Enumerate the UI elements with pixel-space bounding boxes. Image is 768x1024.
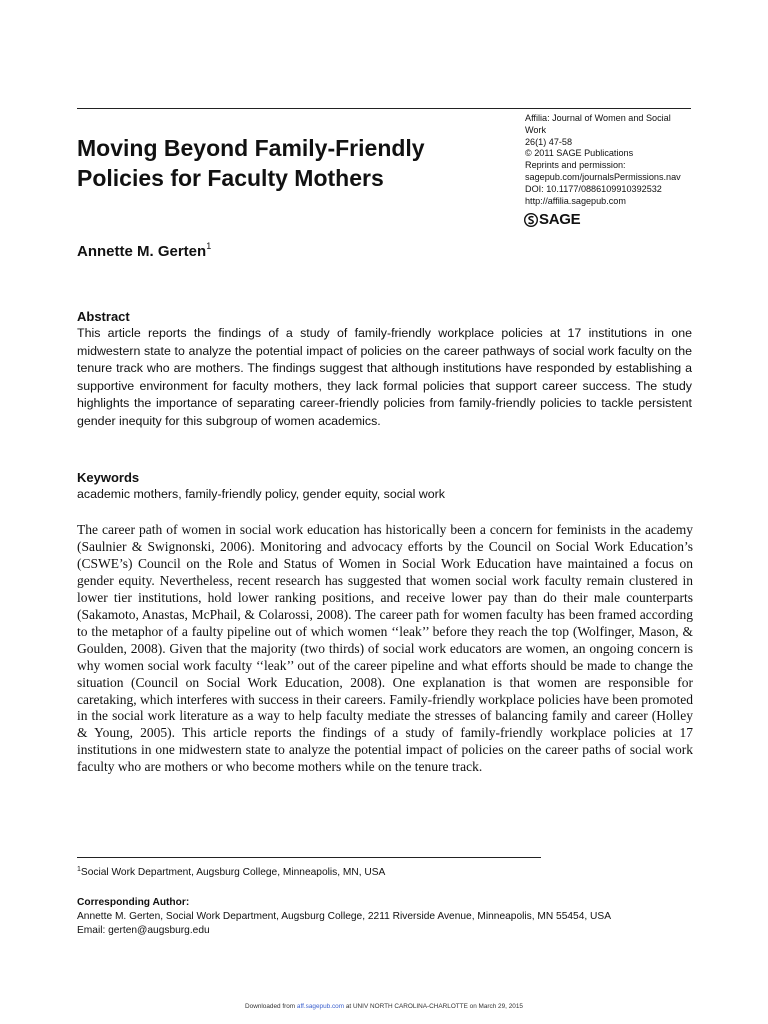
footnote-text: Social Work Department, Augsburg College, Minneapolis, MN, USA (80, 867, 386, 878)
author-name (77, 241, 211, 260)
reprints-line: Reprints and permission: (525, 160, 626, 171)
footnote-mark: 1 (77, 866, 81, 873)
download-notice (0, 1003, 768, 1010)
abstract-heading: Abstract (77, 309, 130, 324)
author-name-text: Annette M. Gerten (77, 243, 207, 260)
download-prefix: Downloaded from (245, 1003, 297, 1010)
header-rule (77, 108, 691, 109)
footnote-rule (77, 857, 541, 858)
download-link[interactable]: aff.sagepub.com (296, 1003, 345, 1010)
permissions-link[interactable]: sagepub.com/journalsPermissions.nav (525, 171, 681, 182)
author-affiliation-mark: 1 (206, 241, 212, 251)
journal-volume: 26(1) 47-58 (525, 136, 573, 147)
journal-meta (525, 113, 693, 207)
body-paragraph: The career path of women in social work education has historically been a concern for feminists in the academy (Saulnier & Swignonski, 2006). Monitoring and advocacy efforts by the Council on Social Work Education’s (CSWE’s) Council on the Role and Status of Women in Social Work Education have maintained a focus on gender equity. Nevertheless, recent research has suggested that women social work faculty remain clustered in lower tier institutions, hold lower ranking positions, and receive lower pay than do their male counterparts (Sakamoto, Anastas, McPhail, & Colarossi, 2008). The career path for women faculty has been framed according to the metaphor of a faulty pipeline out of which women ‘‘leak’’ before they reach the top (Wolfinger, Mason, & Goulden, 2008). Given that the majority (two thirds) of social work educators are women, an ongoing concern is why women social work faculty ‘‘leak’’ out of the career pipeline and what efforts should be made to change the situation (Council on Social Work Education, 2008). One explanation is that women are responsible for caretaking, which interferes with success in their careers. Family-friendly workplace policies have been promoted in the social work literature as a way to help faculty mediate the stresses of balancing family and career (Holley & Young, 2005). This article reports the findings of a study of family-friendly workplace policies at 17 institutions in one midwestern state to analyze the potential impact of policies on the career paths of social work faculty who are mothers or who become mothers while on the tenure track. (77, 522, 693, 775)
corresponding-email[interactable]: Email: gerten@augsburg.edu (77, 924, 210, 936)
corresponding-address: Annette M. Gerten, Social Work Department, Augsburg College, 2211 Riverside Avenue, Minneapolis, MN 55454, USA (77, 910, 611, 922)
keywords-heading: Keywords (77, 470, 140, 485)
sage-logo-mark-icon (524, 213, 538, 227)
corresponding-author (77, 896, 611, 937)
affiliation-footnote (77, 866, 385, 878)
journal-name: Affilia: Journal of Women and Social Work (525, 113, 671, 135)
abstract-text: This article reports the findings of a study of family-friendly workplace policies at 17 institutions in one midwestern state to analyze the potential impact of policies on the career pathways of social work faculty on the tenure track who are mothers. The findings suggest that although institutions have responded by establishing a supportive environment for faculty mothers, they lack formal policies that support career success. The study highlights the importance of separating career-friendly policies from family-friendly policies to tackle persistent gender inequity for this subgroup of women academics. (77, 326, 692, 428)
doi-line: DOI: 10.1177/0886109910392532 (525, 183, 662, 194)
sage-logo-text: SAGE (539, 211, 581, 228)
keywords-text: academic mothers, family-friendly policy, gender equity, social work (77, 487, 445, 501)
sage-logo (524, 211, 580, 228)
download-suffix: at UNIV NORTH CAROLINA-CHARLOTTE on March 29, 2015 (344, 1003, 523, 1010)
copyright-line: © 2011 SAGE Publications (525, 148, 634, 159)
corresponding-label: Corresponding Author: (77, 897, 190, 908)
journal-url[interactable]: http://affilia.sagepub.com (525, 195, 626, 206)
article-title: Moving Beyond Family-Friendly Policies for Faculty Mothers (77, 135, 425, 191)
